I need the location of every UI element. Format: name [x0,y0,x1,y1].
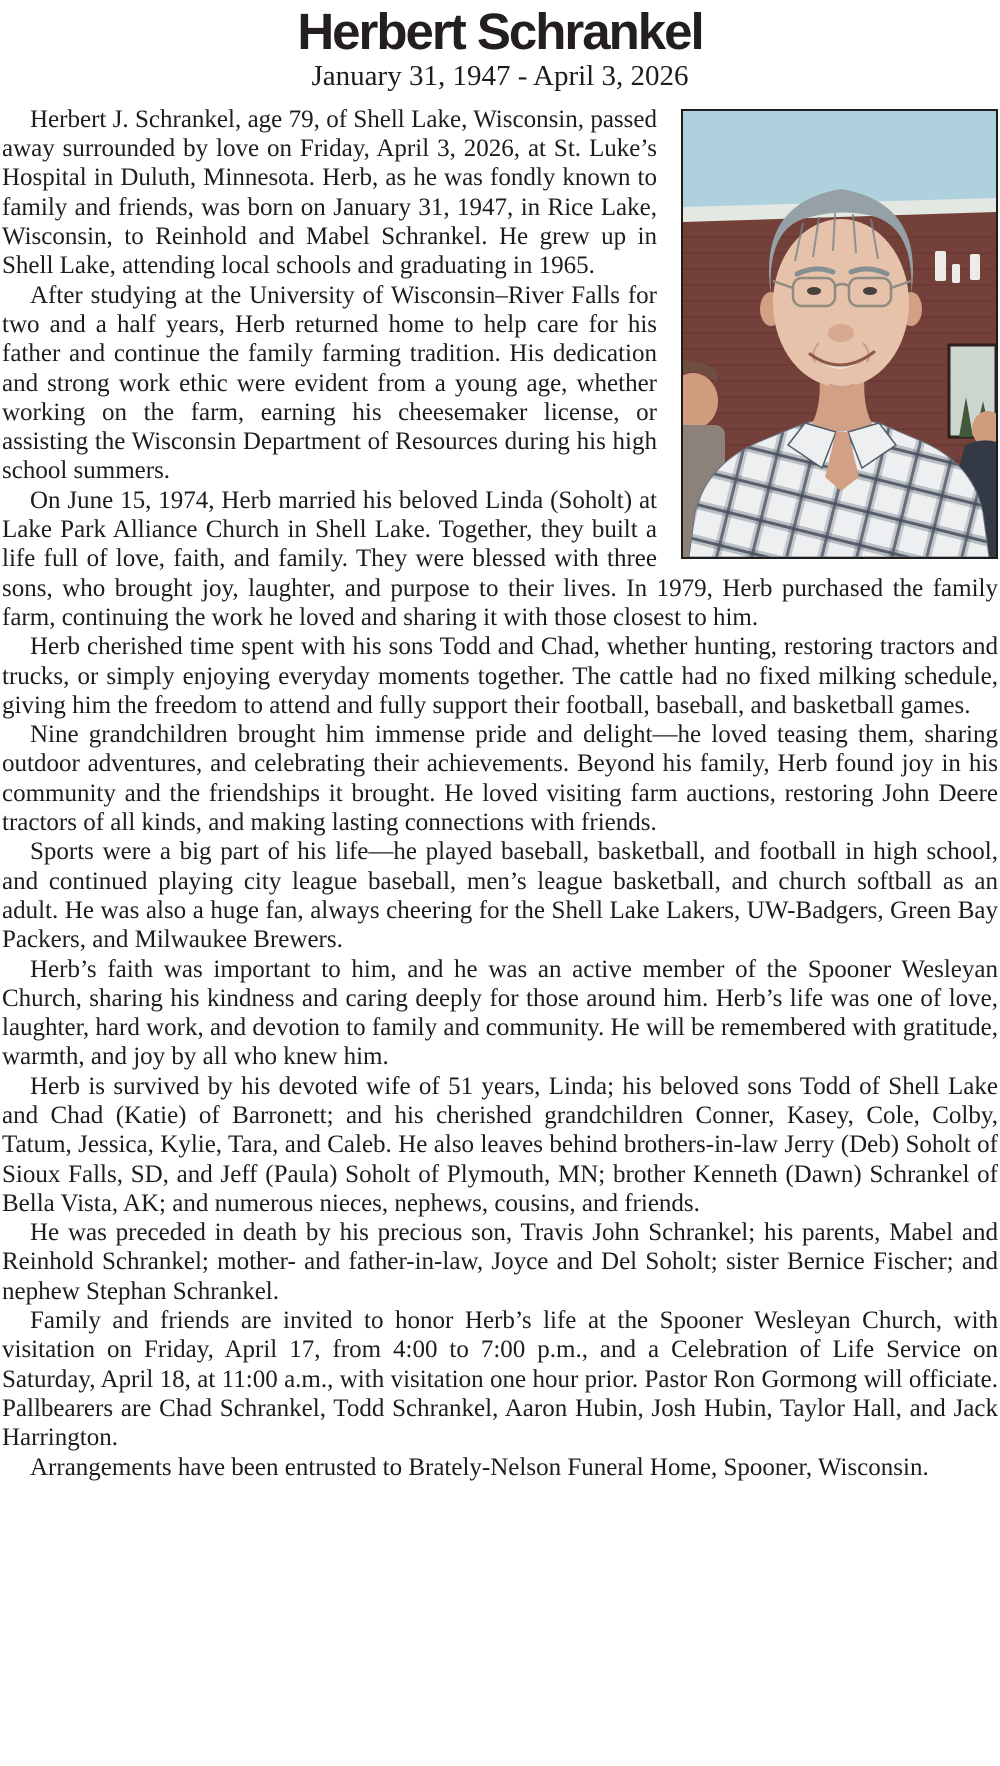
eye-right [863,287,877,295]
obituary-paragraph: After studying at the University of Wisconsin–River Falls for two and a half years, Herb returned home to help care for his father and continue the family farming tradition. His dedication and strong work ethic were evident from a young age, whether working on the farm, earning his cheesemaker license, or assisting the Wisconsin Department of Resources during his high school summers. [2,281,657,485]
obituary-body [2,105,998,1482]
portrait-photo [681,109,998,559]
portrait-illustration [683,111,996,557]
obituary-paragraph: He was preceded in death by his precious son, Travis John Schrankel; his parents, Mabel and Reinhold Schrankel; mother- and father-in-law, Joyce and Del Soholt; sister Bernice Fischer; and nephew Stephan Schrankel. [2,1219,998,1305]
obituary-paragraph: Sports were a big part of his life—he played baseball, basketball, and football in high school, and continued playing city league baseball, men’s league basketball, and church softball as an adult. He was also a huge fan, always cheering for the Shell Lake Lakers, UW-Badgers, Green Bay Packers, and Milwaukee Brewers. [2,838,998,954]
page-title: Herbert Schrankel [297,3,703,60]
obituary-paragraph: Herbert J. Schrankel, age 79, of Shell Lake, Wisconsin, passed away surrounded by love on Friday, April 3, 2026, at St. Luke’s Hospital in Duluth, Minnesota. Herb, as he was fondly known to family and friends, was born on January 31, 1947, in Rice Lake, Wisconsin, to Reinhold and Mabel Schrankel. He grew up in Shell Lake, attending local schools and graduating in 1965. [2,105,657,280]
obituary-paragraph: Nine grandchildren brought him immense pride and delight—he loved teasing them, sharing outdoor adventures, and celebrating their achievements. Beyond his family, Herb found joy in his community and the friendships it brought. He loved visiting farm auctions, restoring John Deere tractors of all kinds, and making lasting connections with friends. [2,721,998,837]
nose [828,324,854,342]
obituary-paragraph: Arrangements have been entrusted to Brately-Nelson Funeral Home, Spooner, Wisconsin. [30,1453,929,1481]
obituary-paragraph: Family and friends are invited to honor Herb’s life at the Spooner Wesleyan Church, with visitation on Friday, April 17, from 4:00 to 7:00 p.m., and a Celebration of Life Service on Saturday, April 18, at 11:00 a.m., with visitation one hour prior. Pastor Ron Gormong will officiate. Pallbearers are Chad Schrankel, Todd Schrankel, Aaron Hubin, Josh Hubin, Taylor Hall, and Jack Harrington. [2,1307,998,1452]
life-dates: January 31, 1947 - April 3, 2026 [311,60,689,92]
obituary-paragraph: Herb cherished time spent with his sons Todd and Chad, whether hunting, restoring tractors and trucks, or simply enjoying everyday moments together. The cattle had no fixed milking schedule, giving him the freedom to attend and fully support their football, baseball, and basketball games. [2,633,998,719]
obituary-paragraph: Herb’s faith was important to him, and he was an active member of the Spooner Wesleyan Church, sharing his kindness and caring deeply for those around him. Herb’s life was one of love, laughter, hard work, and devotion to family and community. He will be remembered with gratitude, warmth, and joy by all who knew him. [2,955,998,1071]
obituary-paragraph: On June 15, 1974, Herb married his beloved Linda (Soholt) at Lake Park Alliance Church in Shell Lake. Together, they built a life full of love, faith, and family. They were blessed with three sons, who brought joy, laughter, and purpose to their lives. In 1979, Herb purchased the family farm, continuing the work he loved and sharing it with those closest to him. [2,486,998,631]
obituary-paragraph: Herb is survived by his devoted wife of 51 years, Linda; his beloved sons Todd of Shell Lake and Chad (Katie) of Barronett; and his cherished grandchildren Conner, Kasey, Cole, Colby, Tatum, Jessica, Kylie, Tara, and Caleb. He also leaves behind brothers-in-law Jerry (Deb) Soholt of Sioux Falls, SD, and Jeff (Paula) Soholt of Plymouth, MN; brother Kenneth (Dawn) Schrankel of Bella Vista, AK; and numerous nieces, nephews, cousins, and friends. [2,1072,998,1217]
eye-left [807,287,821,295]
